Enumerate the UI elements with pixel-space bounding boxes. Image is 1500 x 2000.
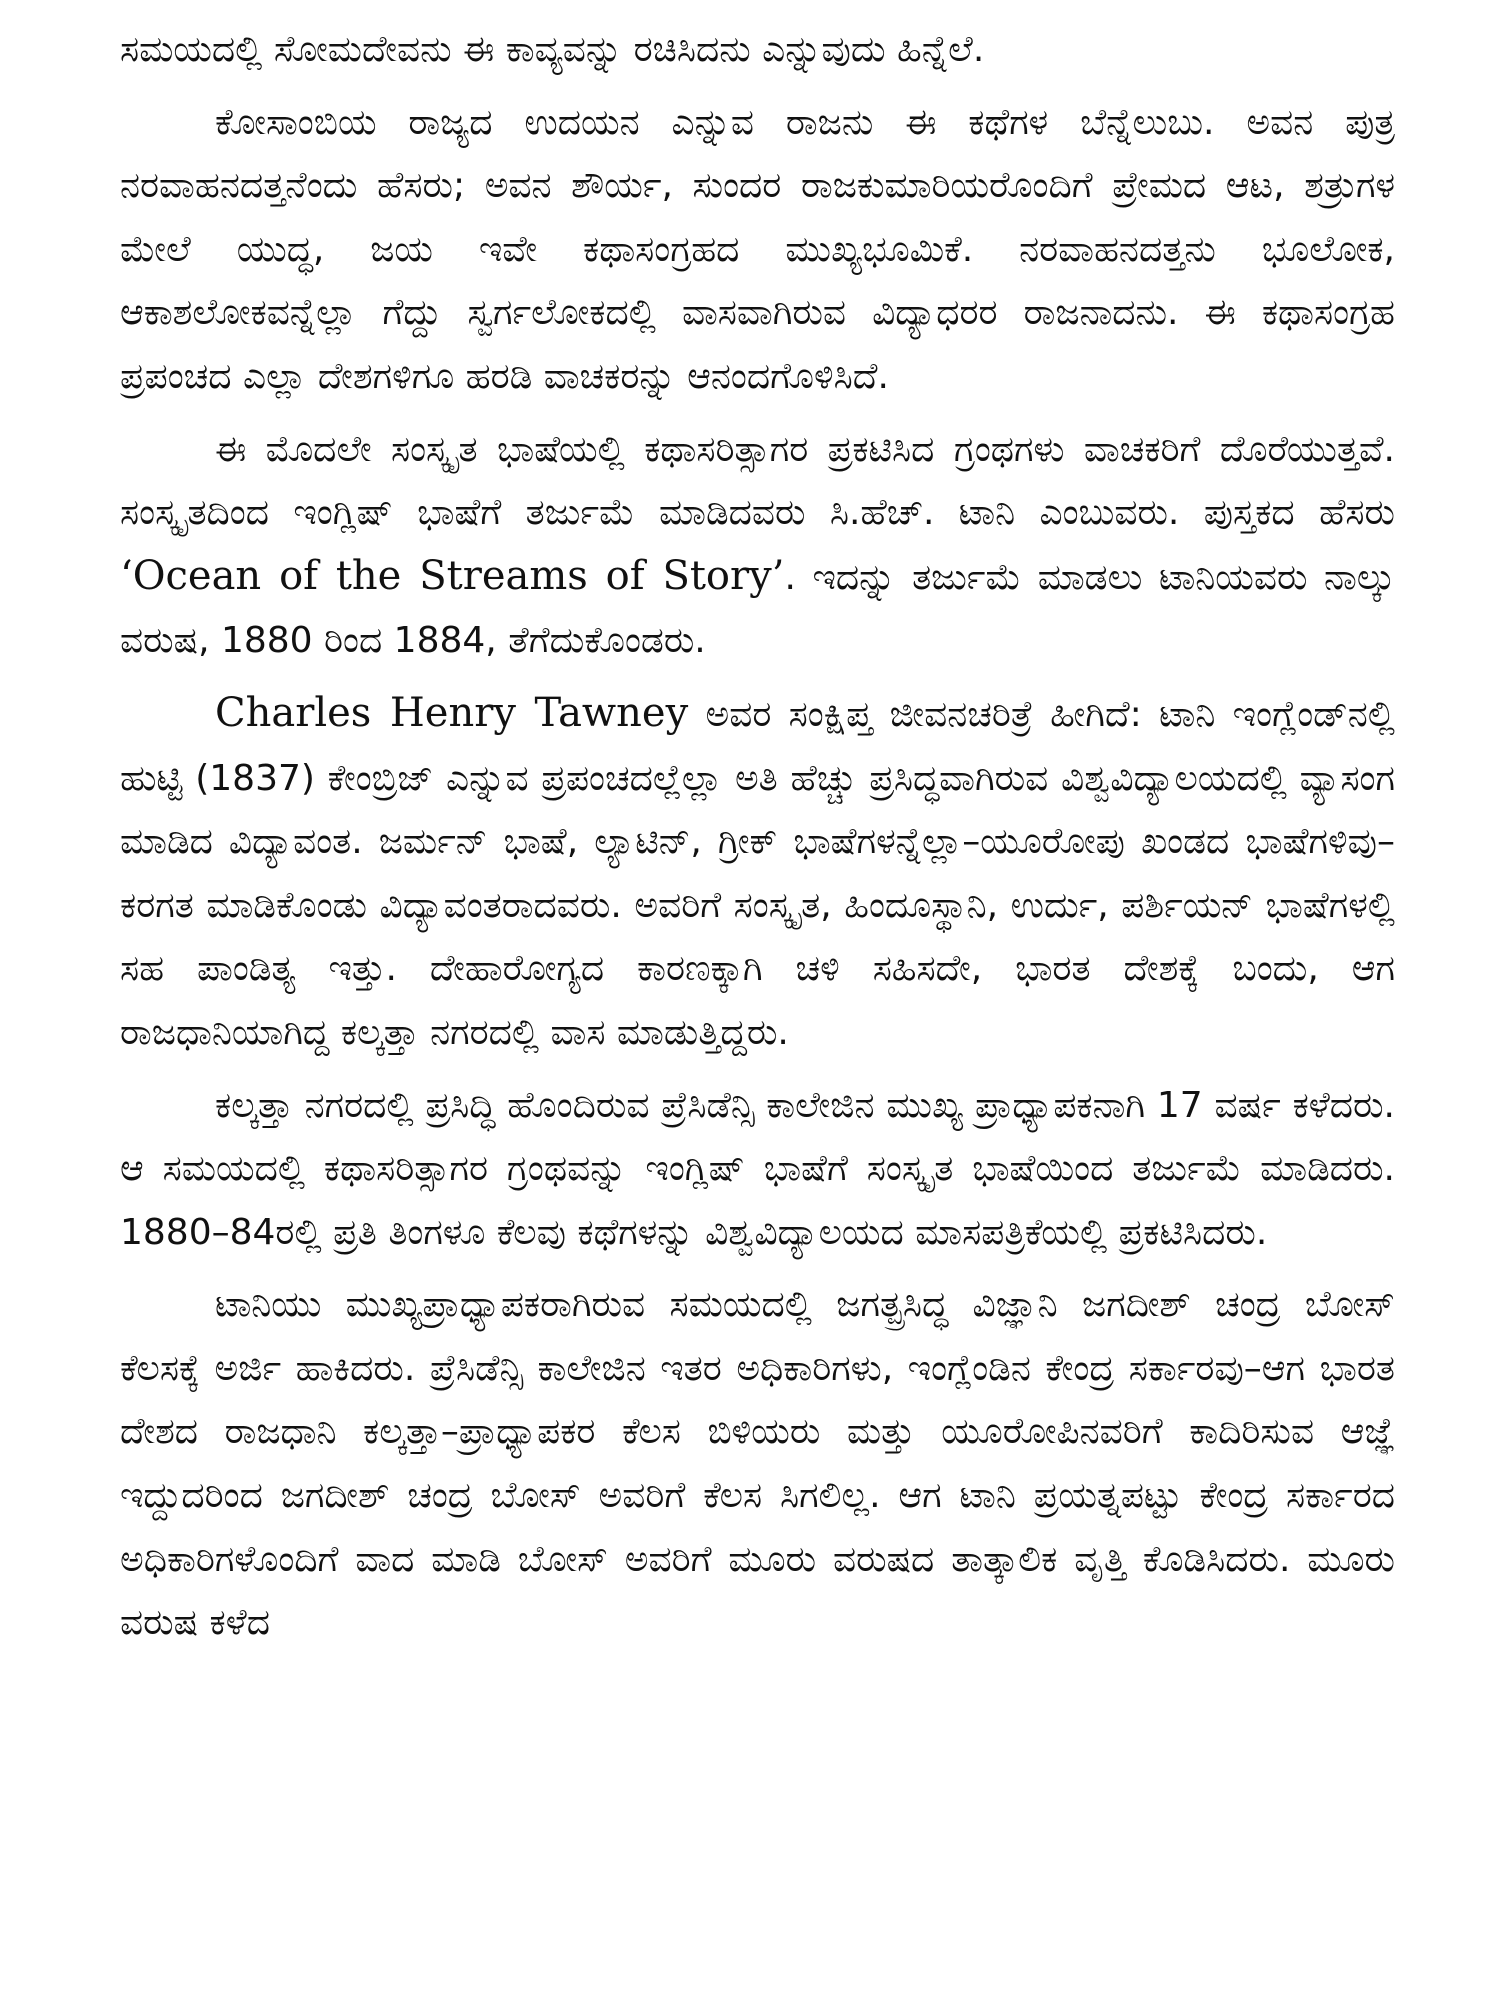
book-title-english: ‘Ocean of the Streams of Story’ — [120, 552, 785, 599]
paragraph-2: ಕೋಸಾಂಬಿಯ ರಾಜ್ಯದ ಉದಯನ ಎನ್ನುವ ರಾಜನು ಈ ಕಥೆಗಳ ಬೆನ್ನೆಲುಬು. ಅವನ ಪುತ್ರ ನರವಾಹನದತ್ತನೆಂದು ಹೆಸರು; ಅವನ ಶೌರ್ಯ, ಸುಂದರ ರಾಜಕುಮಾರಿಯರೊಂದಿಗೆ ಪ್ರೇಮದ ಆಟ, ಶತ್ರುಗಳ ಮೇಲೆ ಯುದ್ಧ, ಜಯ ಇವೇ ಕಥಾಸಂಗ್ರಹದ ಮುಖ್ಯಭೂಮಿಕೆ. ನರವಾಹನದತ್ತನು ಭೂಲೋಕ, ಆಕಾಶಲೋಕವನ್ನೆಲ್ಲಾ ಗೆದ್ದು ಸ್ವರ್ಗಲೋಕದಲ್ಲಿ ವಾಸವಾಗಿರುವ ವಿದ್ಯಾಧರರ ರಾಜನಾದನು. ಈ ಕಥಾಸಂಗ್ರಹ ಪ್ರಪಂಚದ ಎಲ್ಲಾ ದೇಶಗಳಿಗೂ ಹರಡಿ ವಾಚಕರನ್ನು ಆನಂದಗೊಳಿಸಿದೆ. — [120, 101, 1395, 397]
paragraph-4 — [120, 682, 1395, 1065]
paragraph-1: ಸಮಯದಲ್ಲಿ ಸೋಮದೇವನು ಈ ಕಾವ್ಯವನ್ನು ರಚಿಸಿದನು ಎನ್ನುವುದು ಹಿನ್ನೆಲೆ. — [120, 29, 985, 70]
paragraph-3 — [120, 418, 1395, 673]
paragraph-5: ಕಲ್ಕತ್ತಾ ನಗರದಲ್ಲಿ ಪ್ರಸಿದ್ಧಿ ಹೊಂದಿರುವ ಪ್ರೆಸಿಡೆನ್ಸಿ ಕಾಲೇಜಿನ ಮುಖ್ಯ ಪ್ರಾಧ್ಯಾಪಕನಾಗಿ 17 ವರ್ಷ ಕಳೆದರು. ಆ ಸಮಯದಲ್ಲಿ ಕಥಾಸರಿತ್ಸಾಗರ ಗ್ರಂಥವನ್ನು ಇಂಗ್ಲಿಷ್ ಭಾಷೆಗೆ ಸಂಸ್ಕೃತ ಭಾಷೆಯಿಂದ ತರ್ಜುಮೆ ಮಾಡಿದರು. 1880–84ರಲ್ಲಿ ಪ್ರತಿ ತಿಂಗಳೂ ಕೆಲವು ಕಥೆಗಳನ್ನು ವಿಶ್ವವಿದ್ಯಾಲಯದ ಮಾಸಪತ್ರಿಕೆಯಲ್ಲಿ ಪ್ರಕಟಿಸಿದರು. — [120, 1084, 1395, 1253]
book-page — [120, 18, 1395, 1664]
paragraph-4-text: ಅವರ ಸಂಕ್ಷಿಪ್ತ ಜೀವನಚರಿತ್ರೆ ಹೀಗಿದೆ: ಟಾನಿ ಇಂಗ್ಲೆಂಡ್‌ನಲ್ಲಿ ಹುಟ್ಟಿ (1837) ಕೇಂಬ್ರಿಜ್ ಎನ್ನುವ ಪ್ರಪಂಚದಲ್ಲೆಲ್ಲಾ ಅತಿ ಹೆಚ್ಚು ಪ್ರಸಿದ್ಧವಾಗಿರುವ ವಿಶ್ವವಿದ್ಯಾಲಯದಲ್ಲಿ ವ್ಯಾಸಂಗ ಮಾಡಿದ ವಿದ್ಯಾವಂತ. ಜರ್ಮನ್ ಭಾಷೆ, ಲ್ಯಾಟಿನ್, ಗ್ರೀಕ್ ಭಾಷೆಗಳನ್ನೆಲ್ಲಾ–ಯೂರೋಪು ಖಂಡದ ಭಾಷೆಗಳಿವು– ಕರಗತ ಮಾಡಿಕೊಂಡು ವಿದ್ಯಾವಂತರಾದವರು. ಅವರಿಗೆ ಸಂಸ್ಕೃತ, ಹಿಂದೂಸ್ಥಾನಿ, ಉರ್ದು, ಪರ್ಶಿಯನ್ ಭಾಷೆಗಳಲ್ಲಿ ಸಹ ಪಾಂಡಿತ್ಯ ಇತ್ತು. ದೇಹಾರೋಗ್ಯದ ಕಾರಣಕ್ಕಾಗಿ ಚಳಿ ಸಹಿಸದೇ, ಭಾರತ ದೇಶಕ್ಕೆ ಬಂದು, ಆಗ ರಾಜಧಾನಿಯಾಗಿದ್ದ ಕಲ್ಕತ್ತಾ ನಗರದಲ್ಲಿ ವಾಸ ಮಾಡುತ್ತಿದ್ದರು. — [120, 693, 1396, 1053]
paragraph-3-text-b: . ಇದನ್ನು ತರ್ಜುಮೆ ಮಾಡಲು ಟಾನಿಯವರು ನಾಲ್ಕು ವರುಷ, 1880 ರಿಂದ 1884, ತೆಗೆದುಕೊಂಡರು. — [120, 556, 1395, 662]
author-name-english: Charles Henry Tawney — [215, 689, 689, 736]
paragraph-3-text-a: ಈ ಮೊದಲೇ ಸಂಸ್ಕೃತ ಭಾಷೆಯಲ್ಲಿ ಕಥಾಸರಿತ್ಸಾಗರ ಪ್ರಕಟಿಸಿದ ಗ್ರಂಥಗಳು ವಾಚಕರಿಗೆ ದೊರೆಯುತ್ತವೆ. ಸಂಸ್ಕೃತದಿಂದ ಇಂಗ್ಲಿಷ್ ಭಾಷೆಗೆ ತರ್ಜುಮೆ ಮಾಡಿದವರು ಸಿ.ಹೆಚ್. ಟಾನಿ ಎಂಬುವರು. ಪುಸ್ತಕದ ಹೆಸರು — [120, 428, 1395, 534]
paragraph-6: ಟಾನಿಯು ಮುಖ್ಯಪ್ರಾಧ್ಯಾಪಕರಾಗಿರುವ ಸಮಯದಲ್ಲಿ ಜಗತ್ಪ್ರಸಿದ್ಧ ವಿಜ್ಞಾನಿ ಜಗದೀಶ್ ಚಂದ್ರ ಬೋಸ್ ಕೆಲಸಕ್ಕೆ ಅರ್ಜಿ ಹಾಕಿದರು. ಪ್ರೆಸಿಡೆನ್ಸಿ ಕಾಲೇಜಿನ ಇತರ ಅಧಿಕಾರಿಗಳು, ಇಂಗ್ಲೆಂಡಿನ ಕೇಂದ್ರ ಸರ್ಕಾರವು–ಆಗ ಭಾರತ ದೇಶದ ರಾಜಧಾನಿ ಕಲ್ಕತ್ತಾ–ಪ್ರಾಧ್ಯಾಪಕರ ಕೆಲಸ ಬಿಳಿಯರು ಮತ್ತು ಯೂರೋಪಿನವರಿಗೆ ಕಾದಿರಿಸುವ ಆಜ್ಞೆ ಇದ್ದುದರಿಂದ ಜಗದೀಶ್ ಚಂದ್ರ ಬೋಸ್ ಅವರಿಗೆ ಕೆಲಸ ಸಿಗಲಿಲ್ಲ. ಆಗ ಟಾನಿ ಪ್ರಯತ್ನಪಟ್ಟು ಕೇಂದ್ರ ಸರ್ಕಾರದ ಅಧಿಕಾರಿಗಳೊಂದಿಗೆ ವಾದ ಮಾಡಿ ಬೋಸ್ ಅವರಿಗೆ ಮೂರು ವರುಷದ ತಾತ್ಕಾಲಿಕ ವೃತ್ತಿ ಕೊಡಿಸಿದರು. ಮೂರು ವರುಷ ಕಳೆದ — [120, 1284, 1395, 1644]
